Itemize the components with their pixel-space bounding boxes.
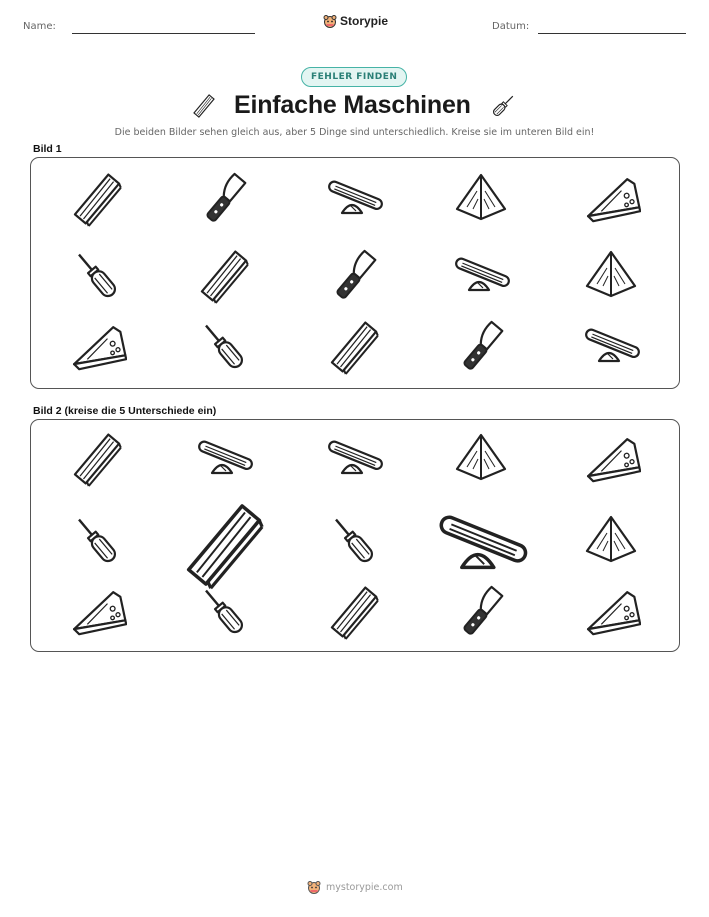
brand xyxy=(323,14,388,28)
knife-icon xyxy=(324,246,384,306)
wedge-icon[interactable] xyxy=(581,429,641,489)
picture2-frame[interactable] xyxy=(30,419,680,652)
lever-icon xyxy=(451,246,511,306)
screwdriver-icon[interactable] xyxy=(194,582,254,642)
name-label: Name: xyxy=(23,21,56,32)
lever-icon[interactable] xyxy=(324,429,384,489)
pyramid-icon[interactable] xyxy=(581,511,641,571)
date-line[interactable] xyxy=(538,33,686,34)
screwdriver-icon xyxy=(67,246,127,306)
plank-icon[interactable] xyxy=(324,582,384,642)
picture1-frame xyxy=(30,157,680,389)
plank-icon xyxy=(187,90,221,122)
footer xyxy=(307,880,403,894)
fehler-finden-badge: FEHLER FINDEN xyxy=(301,67,407,87)
plank-icon xyxy=(194,246,254,306)
plank-icon[interactable] xyxy=(67,429,127,489)
storypie-logo-icon xyxy=(323,14,337,28)
plank-icon xyxy=(324,317,384,377)
lever-icon xyxy=(324,169,384,229)
plank-icon xyxy=(67,169,127,229)
lever-icon xyxy=(581,317,641,377)
date-label: Datum: xyxy=(492,21,530,32)
knife-icon xyxy=(194,169,254,229)
knife-icon xyxy=(451,317,511,377)
pyramid-icon xyxy=(581,246,641,306)
picture2-label: Bild 2 (kreise die 5 Unterschiede ein) xyxy=(33,405,217,417)
lever-icon[interactable] xyxy=(433,497,529,593)
screwdriver-icon[interactable] xyxy=(324,511,384,571)
footer-url: mystorypie.com xyxy=(326,881,403,893)
pyramid-icon[interactable] xyxy=(451,429,511,489)
plank-icon[interactable] xyxy=(176,497,272,593)
name-line[interactable] xyxy=(72,33,255,34)
wedge-icon xyxy=(581,169,641,229)
page-title: Einfache Maschinen xyxy=(234,91,471,119)
screwdriver-icon xyxy=(194,317,254,377)
screwdriver-icon xyxy=(486,90,520,122)
storypie-logo-icon xyxy=(307,880,321,894)
picture2-grid xyxy=(31,420,679,651)
wedge-icon xyxy=(67,317,127,377)
screwdriver-icon[interactable] xyxy=(67,511,127,571)
wedge-icon[interactable] xyxy=(581,582,641,642)
picture1-grid xyxy=(31,158,679,388)
wedge-icon[interactable] xyxy=(67,582,127,642)
pyramid-icon xyxy=(451,169,511,229)
knife-icon[interactable] xyxy=(451,582,511,642)
brand-name: Storypie xyxy=(340,14,389,28)
lever-icon[interactable] xyxy=(194,429,254,489)
instructions: Die beiden Bilder sehen gleich aus, aber 5 Dinge sind unterschiedlich. Kreise sie im unteren Bild ein! xyxy=(114,127,595,138)
picture1-label: Bild 1 xyxy=(33,143,62,155)
